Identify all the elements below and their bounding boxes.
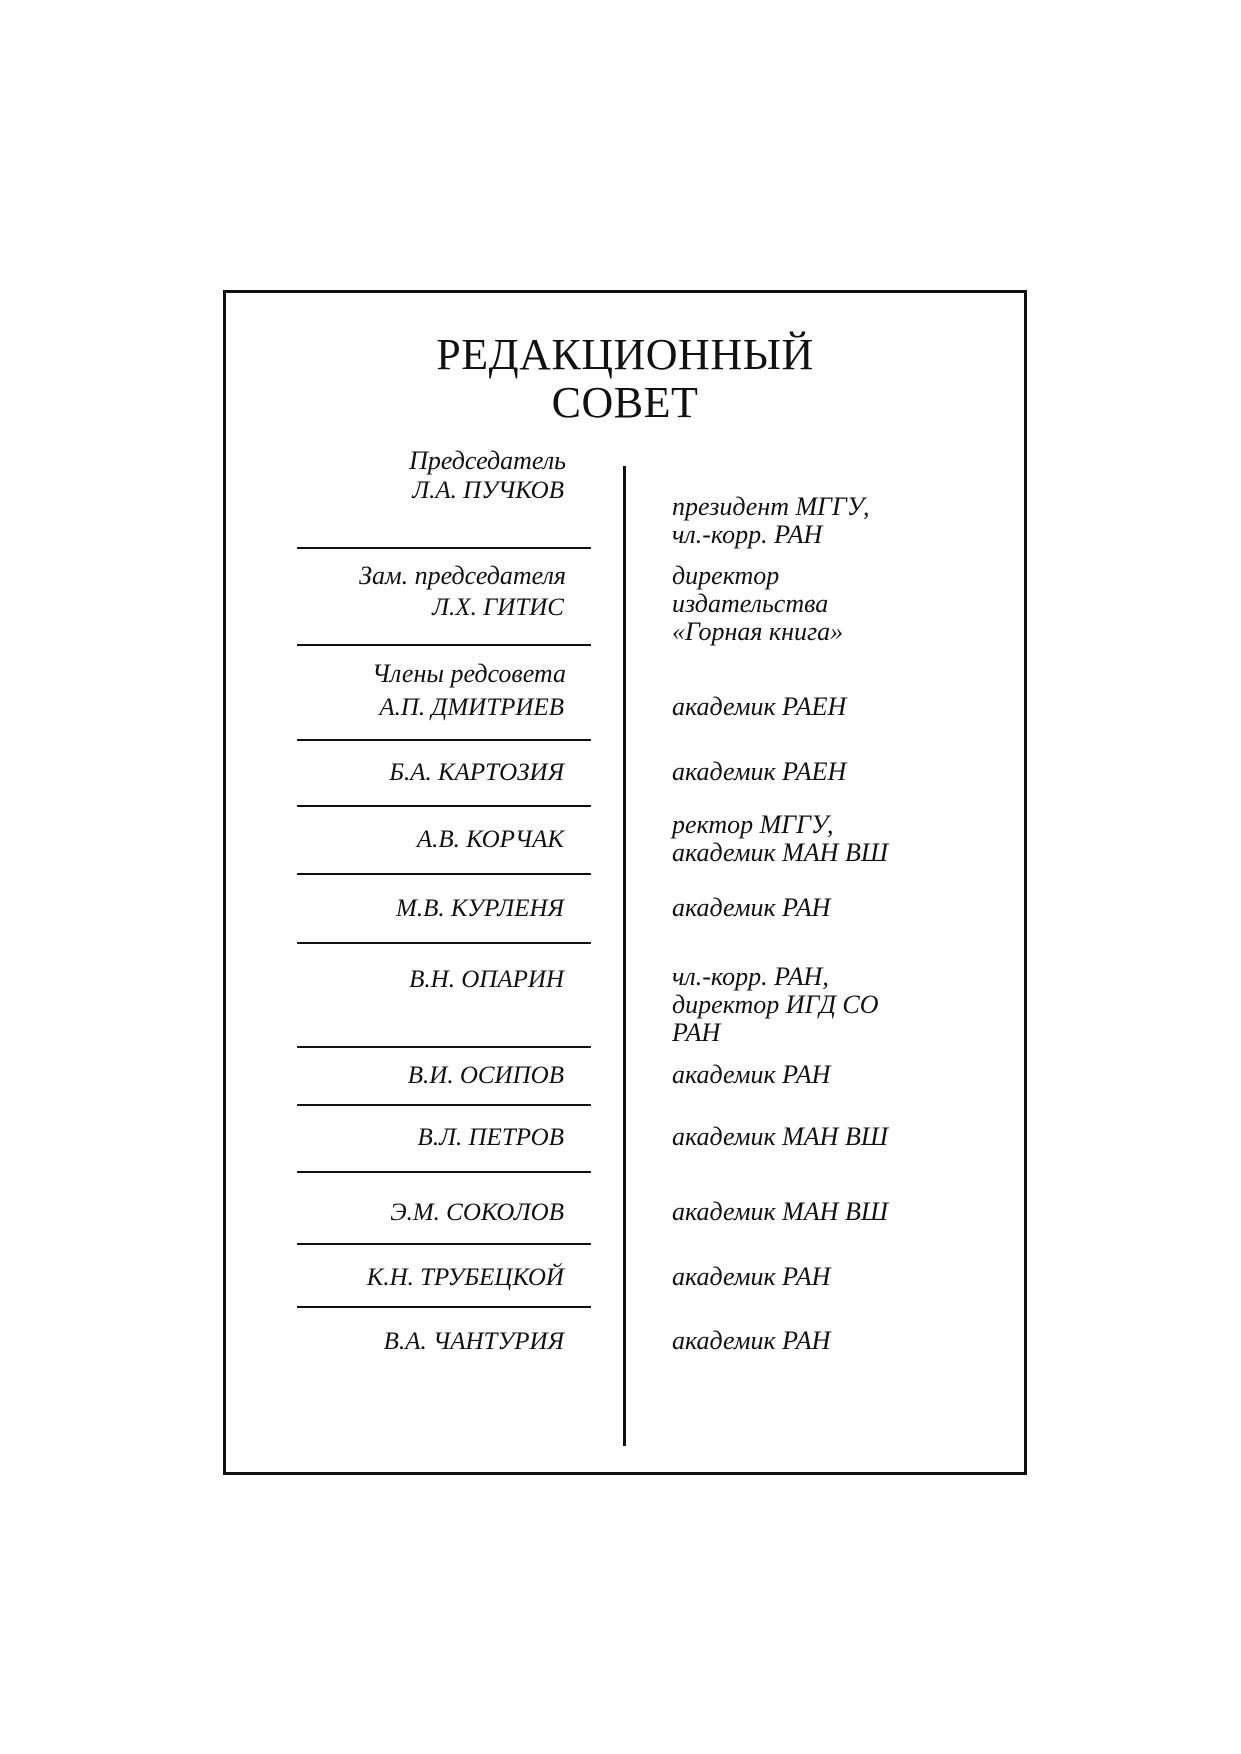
member-description [672,963,879,1047]
member-desc-line: академик РАН [672,893,831,922]
member-name: В.Л. ПЕТРОВ [417,1124,564,1151]
members-heading: Члены редсовета [372,659,566,688]
row-separator [297,739,591,741]
member-desc-line: академик МАН ВШ [672,838,888,867]
row-separator [297,805,591,807]
member-desc-line: академик МАН ВШ [672,1197,888,1226]
member-name: В.А. ЧАНТУРИЯ [383,1328,564,1355]
member-name: В.И. ОСИПОВ [407,1062,564,1089]
member-description [672,758,846,786]
row-separator [297,1171,591,1173]
member-desc-line: директор ИГД СО [672,990,879,1019]
row-separator [297,1306,591,1308]
deputy-name: Л.Х. ГИТИС [432,594,564,621]
member-desc-line: чл.-корр. РАН, [672,962,829,991]
member-name: В.Н. ОПАРИН [409,966,564,993]
member-description [672,1198,888,1226]
member-description [672,693,846,721]
member-description [672,1123,888,1151]
member-description [672,811,888,867]
deputy-description [672,562,843,646]
member-name: М.В. КУРЛЕНЯ [396,895,564,922]
member-desc-line: академик РАН [672,1060,831,1089]
deputy-role: Зам. председателя [359,561,566,590]
row-separator [297,873,591,875]
deputy-desc-line: «Горная книга» [672,617,844,646]
member-desc-line: ректор МГГУ, [672,810,834,839]
chairman-name: Л.А. ПУЧКОВ [412,477,564,504]
member-description [672,1327,830,1355]
member-name: Э.М. СОКОЛОВ [390,1199,564,1226]
member-name: А.В. КОРЧАК [416,826,564,853]
row-separator [297,1046,591,1048]
row-separator [297,547,591,549]
row-separator [297,1243,591,1245]
member-desc-line: академик РАЕН [672,757,847,786]
row-separator [297,644,591,646]
member-desc-line: академик МАН ВШ [672,1122,888,1151]
member-desc-line: академик РАН [672,1262,831,1291]
page-title-line1: РЕДАКЦИОННЫЙ [436,330,814,379]
member-description [672,1263,830,1291]
member-desc-line: академик РАН [672,1326,831,1355]
row-separator [297,1104,591,1106]
chairman-desc-line: президент МГГУ, [672,492,870,521]
page-title-line2: СОВЕТ [551,378,699,427]
row-separator [297,942,591,944]
deputy-desc-line: издательства [672,589,829,618]
member-name: Б.А. КАРТОЗИЯ [389,759,564,786]
member-description [672,894,830,922]
deputy-desc-line: директор [672,561,780,590]
chairman-role: Председатель [409,446,566,475]
member-name: К.Н. ТРУБЕЦКОЙ [366,1264,564,1291]
member-desc-line: академик РАЕН [672,692,847,721]
chairman-desc-line: чл.-корр. РАН [672,520,823,549]
member-name: А.П. ДМИТРИЕВ [379,694,564,721]
editorial-board-frame [223,290,1027,1475]
chairman-description [672,493,869,549]
column-divider [623,466,626,1446]
member-desc-line: РАН [672,1018,721,1047]
member-description [672,1061,830,1089]
